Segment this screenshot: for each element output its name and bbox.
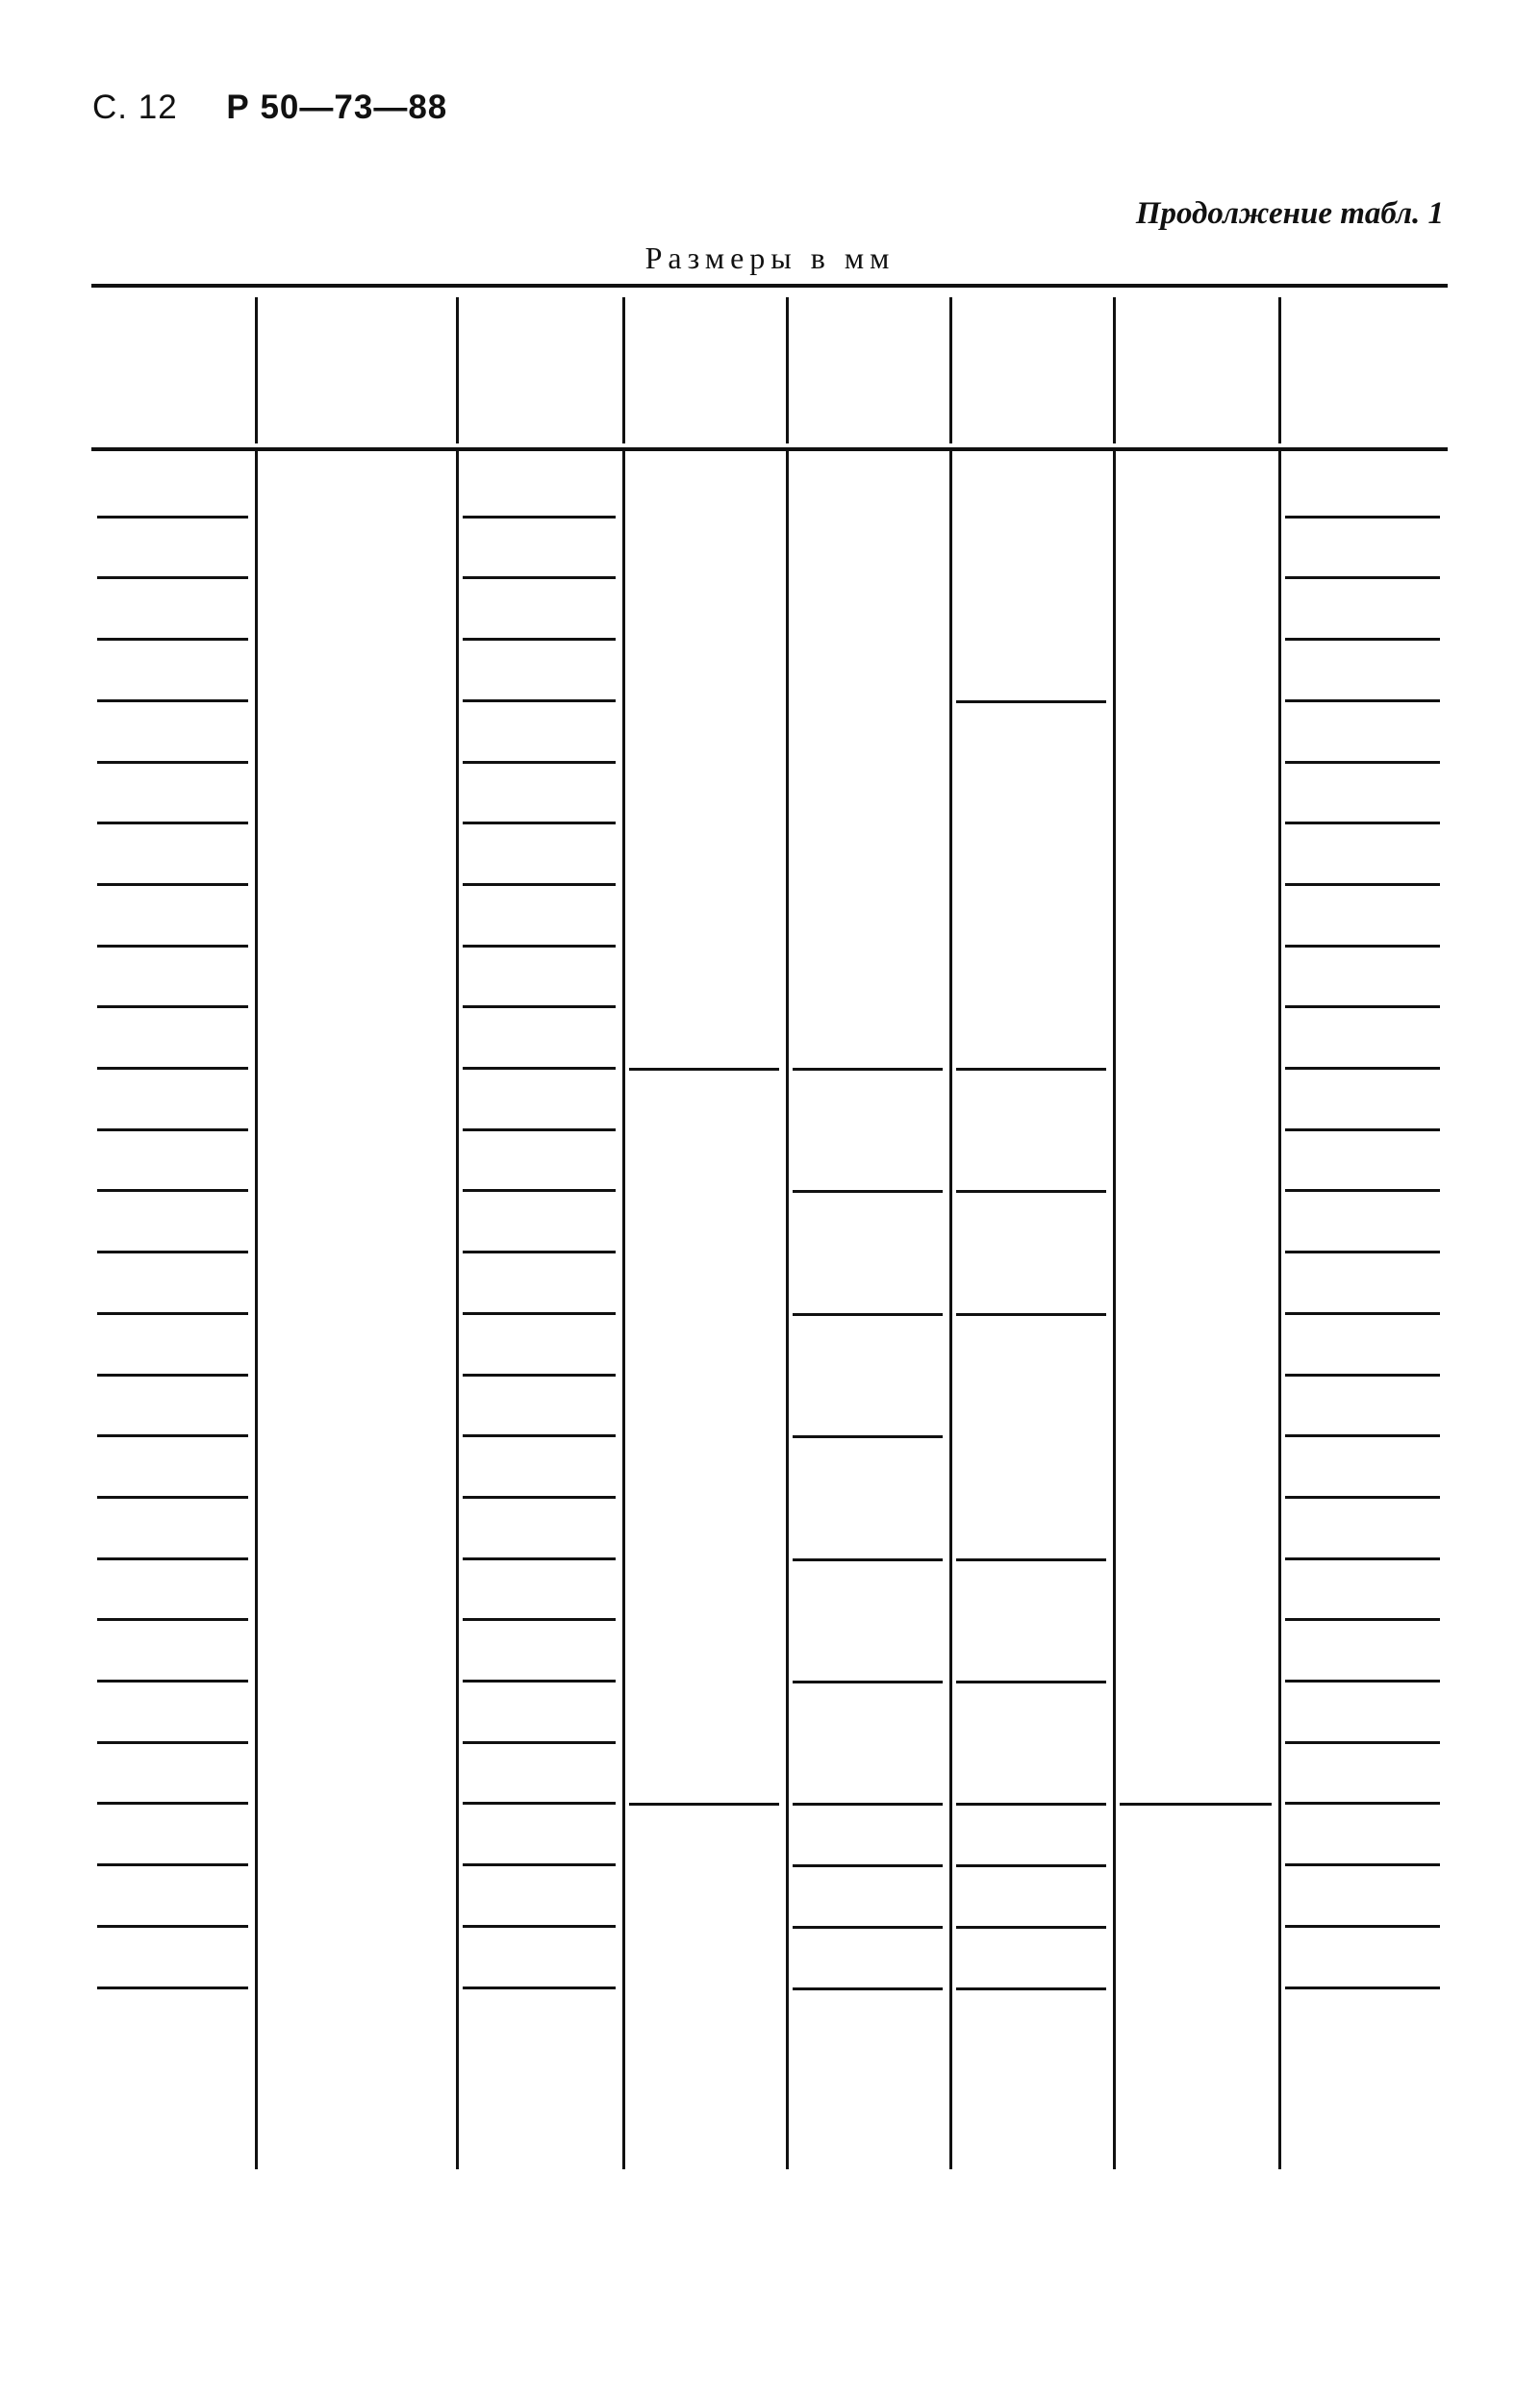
- cell-z: [457, 948, 623, 1009]
- cell-z: [457, 1744, 623, 1806]
- cell-z: [457, 641, 623, 702]
- cell-d: [91, 1805, 256, 1866]
- cell-d: [91, 886, 256, 948]
- cell-mass: [1279, 1131, 1448, 1193]
- cell-z: [457, 1315, 623, 1377]
- cell-d1-group: [787, 1315, 950, 1437]
- cell-mass: [1279, 1192, 1448, 1253]
- cell-z: [457, 1866, 623, 1928]
- table-header-rule: [91, 447, 1448, 451]
- cell-z: [457, 1192, 623, 1253]
- cell-z: [457, 519, 623, 580]
- cell-d2-group: [950, 1560, 1114, 1683]
- cell-z: [457, 1683, 623, 1744]
- cell-d: [91, 1437, 256, 1499]
- table-continuation-label: Продолжение табл. 1: [1135, 196, 1444, 231]
- cell-d2-group: [950, 1866, 1114, 1928]
- cell-mass: [1279, 1928, 1448, 1989]
- cell-m-group: [256, 457, 457, 2050]
- cell-d1-group: [787, 1192, 950, 1314]
- table-top-rule: [91, 284, 1448, 288]
- cell-d2-group: [950, 702, 1114, 1070]
- column-separator: [949, 297, 952, 443]
- cell-mass: [1279, 1560, 1448, 1622]
- column-separator: [255, 297, 258, 443]
- column-header-z: [457, 293, 623, 447]
- cell-d: [91, 579, 256, 641]
- cell-d2-group: [950, 1683, 1114, 1805]
- cell-z: [457, 1253, 623, 1315]
- cell-z: [457, 1928, 623, 1989]
- cell-d2-group: [950, 1805, 1114, 1866]
- cell-mass: [1279, 457, 1448, 519]
- cell-mass: [1279, 1866, 1448, 1928]
- column-separator: [456, 297, 459, 443]
- cell-z: [457, 1805, 623, 1866]
- cell-mass: [1279, 1499, 1448, 1560]
- cell-d1-group: [787, 1437, 950, 1559]
- cell-d: [91, 1499, 256, 1560]
- cell-mass: [1279, 824, 1448, 886]
- cell-mass: [1279, 1070, 1448, 1131]
- column-header-mass: [1279, 293, 1448, 447]
- units-caption: Размеры в мм: [644, 240, 896, 275]
- cell-mass: [1279, 1683, 1448, 1744]
- cell-mass: [1279, 1315, 1448, 1377]
- cell-mass: [1279, 1253, 1448, 1315]
- cell-b2-group: [623, 457, 787, 1070]
- cell-d: [91, 1928, 256, 1989]
- cell-mass: [1279, 641, 1448, 702]
- cell-d: [91, 824, 256, 886]
- cell-mass: [1279, 1989, 1448, 2051]
- cell-z: [457, 1499, 623, 1560]
- cell-z: [457, 1131, 623, 1193]
- cell-d: [91, 1621, 256, 1683]
- cell-d2-group: [950, 1192, 1114, 1314]
- cell-d: [91, 1377, 256, 1438]
- cell-d: [91, 1560, 256, 1622]
- column-separator: [622, 297, 625, 443]
- column-header-d: [91, 293, 256, 447]
- cell-d1-group: [787, 1683, 950, 1805]
- cell-d: [91, 1744, 256, 1806]
- column-header-d1: [787, 293, 950, 447]
- cell-d1-group: [787, 457, 950, 1070]
- cell-d: [91, 641, 256, 702]
- dimensions-table: [91, 284, 1448, 2164]
- cell-mass: [1279, 519, 1448, 580]
- cell-mass: [1279, 1377, 1448, 1438]
- column-separator: [1278, 297, 1281, 443]
- cell-d: [91, 1683, 256, 1744]
- cell-z: [457, 457, 623, 519]
- cell-mass: [1279, 1437, 1448, 1499]
- cell-z: [457, 1989, 623, 2051]
- cell-d2-group: [950, 1070, 1114, 1192]
- cell-d2-group: [950, 1928, 1114, 1989]
- cell-d1-group: [787, 1928, 950, 1989]
- cell-d: [91, 702, 256, 764]
- cell-d2-group: [950, 457, 1114, 702]
- cell-d: [91, 1008, 256, 1070]
- cell-z: [457, 764, 623, 825]
- cell-d: [91, 519, 256, 580]
- cell-b2-group: [623, 1805, 787, 2050]
- cell-z: [457, 1377, 623, 1438]
- cell-d: [91, 1192, 256, 1253]
- cell-d: [91, 948, 256, 1009]
- cell-d: [91, 457, 256, 519]
- cell-mass: [1279, 1621, 1448, 1683]
- column-separator: [1113, 297, 1116, 443]
- page-header: [92, 89, 447, 127]
- document-code: Р 50—73—88: [226, 89, 448, 126]
- cell-mass: [1279, 1805, 1448, 1866]
- cell-d: [91, 1315, 256, 1377]
- cell-d1-group: [787, 1560, 950, 1683]
- cell-l-group: [1114, 1805, 1279, 2050]
- cell-z: [457, 702, 623, 764]
- cell-z: [457, 1070, 623, 1131]
- column-header-l: [1114, 293, 1279, 447]
- cell-b2-group: [623, 1070, 787, 1805]
- cell-d2-group: [950, 1989, 1114, 2051]
- cell-z: [457, 1008, 623, 1070]
- column-header-m: [256, 293, 457, 447]
- cell-mass: [1279, 702, 1448, 764]
- cell-z: [457, 1437, 623, 1499]
- cell-d1-group: [787, 1805, 950, 1866]
- cell-mass: [1279, 579, 1448, 641]
- cell-d2-group: [950, 1315, 1114, 1560]
- page-number: С. 12: [92, 89, 178, 126]
- cell-mass: [1279, 1744, 1448, 1806]
- cell-z: [457, 824, 623, 886]
- cell-d: [91, 1070, 256, 1131]
- cell-d: [91, 764, 256, 825]
- cell-z: [457, 579, 623, 641]
- cell-mass: [1279, 886, 1448, 948]
- cell-d: [91, 1866, 256, 1928]
- cell-z: [457, 1621, 623, 1683]
- cell-d1-group: [787, 1070, 950, 1192]
- cell-d1-group: [787, 1866, 950, 1928]
- column-header-b2: [623, 293, 787, 447]
- cell-d: [91, 1131, 256, 1193]
- cell-d: [91, 1989, 256, 2051]
- cell-d1-group: [787, 1989, 950, 2051]
- column-separator: [786, 297, 789, 443]
- cell-l-group: [1114, 457, 1279, 1805]
- column-header-d2: [950, 293, 1114, 447]
- cell-z: [457, 886, 623, 948]
- cell-z: [457, 1560, 623, 1622]
- cell-mass: [1279, 948, 1448, 1009]
- cell-d: [91, 1253, 256, 1315]
- cell-mass: [1279, 1008, 1448, 1070]
- cell-mass: [1279, 764, 1448, 825]
